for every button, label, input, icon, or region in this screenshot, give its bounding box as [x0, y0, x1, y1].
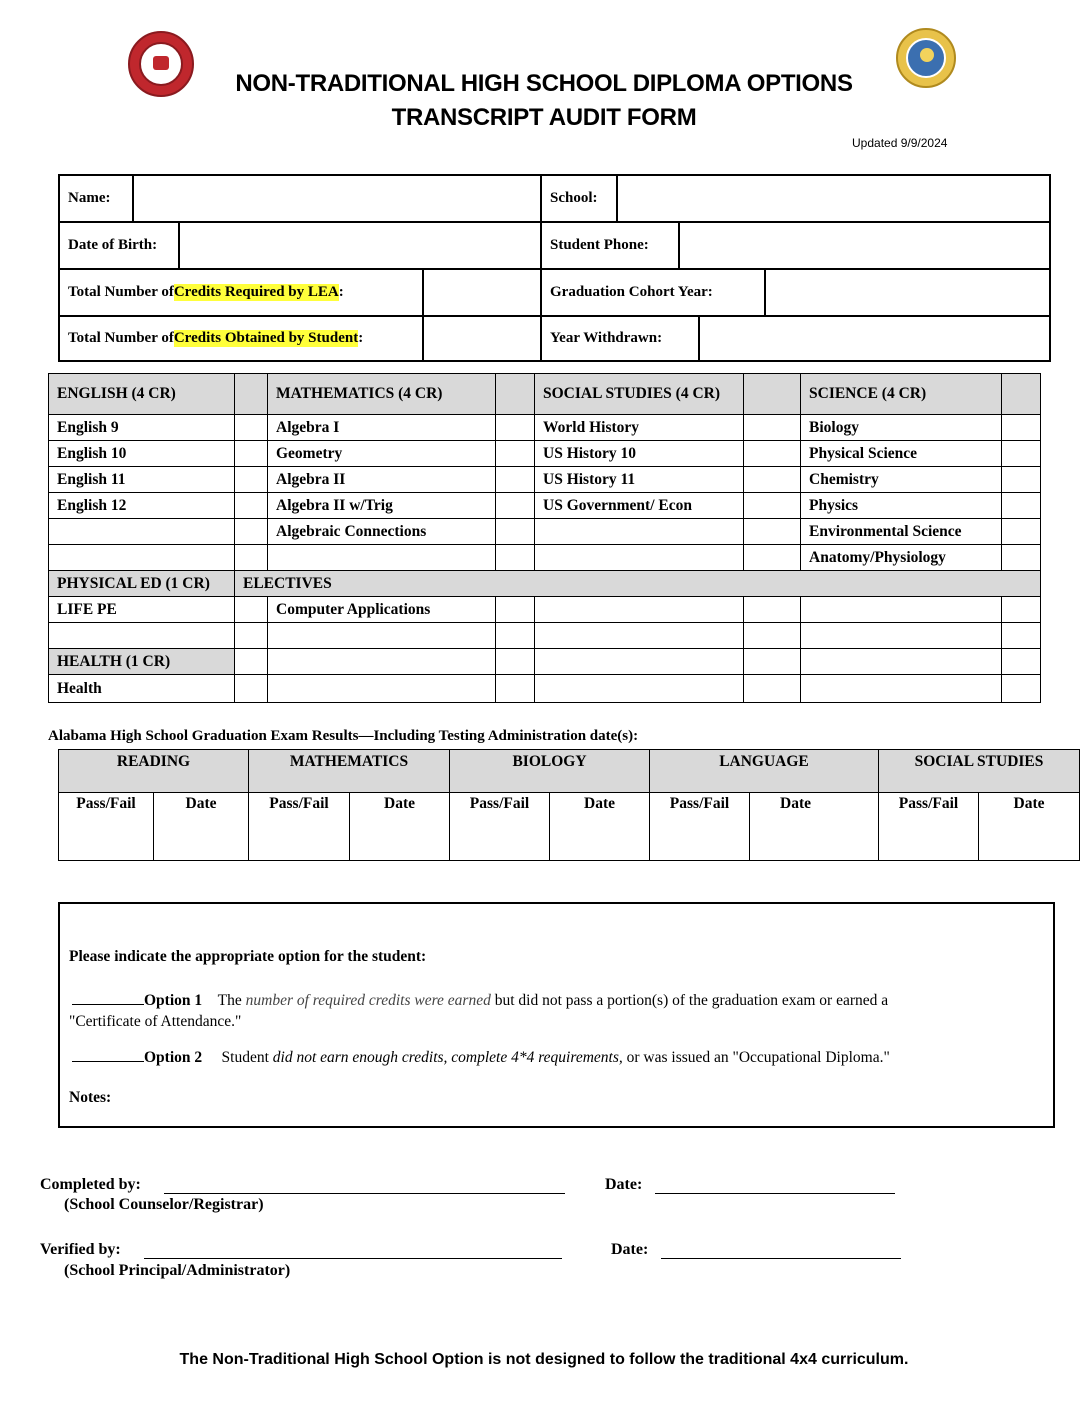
option-box [58, 902, 1055, 1128]
exam-subject-language: LANGUAGE [650, 750, 879, 793]
credit-cell[interactable] [744, 623, 801, 649]
credit-cell[interactable] [235, 675, 268, 703]
credit-cell[interactable] [744, 493, 801, 519]
pe-course[interactable] [49, 623, 235, 649]
credit-cell[interactable] [496, 374, 535, 415]
credit-cell[interactable] [235, 493, 268, 519]
exam-section-title: Alabama High School Graduation Exam Results—Including Testing Administration date(s): [48, 728, 639, 744]
english-course[interactable] [49, 545, 235, 571]
math-course: Algebra II w/Trig [268, 493, 496, 519]
cohort-label: Graduation Cohort Year: [542, 270, 766, 315]
elective-course[interactable] [801, 675, 1002, 703]
info-row [60, 223, 1049, 270]
credit-cell[interactable] [496, 675, 535, 703]
info-row [60, 176, 1049, 223]
completed-date-label: Date: [605, 1176, 643, 1193]
social-course: US Government/ Econ [535, 493, 744, 519]
option-1-line-2: "Certificate of Attendance." [69, 1013, 242, 1030]
credit-cell[interactable] [235, 519, 268, 545]
english-course: English 12 [49, 493, 235, 519]
math-course: Geometry [268, 441, 496, 467]
table-row [49, 519, 1041, 545]
table-row [49, 493, 1041, 519]
credit-cell[interactable] [1002, 597, 1041, 623]
credit-cell[interactable] [235, 467, 268, 493]
table-row [49, 467, 1041, 493]
updated-date: Updated 9/9/2024 [852, 136, 948, 150]
completed-by-label: Completed by: [40, 1176, 141, 1193]
credit-cell[interactable] [496, 519, 535, 545]
option-prompt: Please indicate the appropriate option for the student: [69, 948, 427, 965]
credit-cell[interactable] [1002, 675, 1041, 703]
english-course: English 11 [49, 467, 235, 493]
credit-cell[interactable] [235, 545, 268, 571]
info-row [60, 317, 1049, 360]
elective-course[interactable] [268, 649, 496, 675]
credit-cell[interactable] [1002, 623, 1041, 649]
pass-fail-field[interactable]: Pass/Fail [650, 793, 750, 861]
elective-course[interactable] [801, 623, 1002, 649]
credit-cell[interactable] [1002, 415, 1041, 441]
english-course: English 9 [49, 415, 235, 441]
credit-cell[interactable] [744, 675, 801, 703]
student-info-table [58, 174, 1051, 362]
pe-course: LIFE PE [49, 597, 235, 623]
date-field[interactable]: Date [154, 793, 249, 861]
credits-obtained-label: Total Number of Credits Obtained by Student : [60, 317, 424, 360]
elective-course[interactable] [268, 623, 496, 649]
science-course: Environmental Science [801, 519, 1002, 545]
page-subtitle: TRANSCRIPT AUDIT FORM [391, 104, 697, 131]
math-course: Algebra I [268, 415, 496, 441]
credits-required-label: Total Number of Credits Required by LEA : [60, 270, 424, 315]
math-course: Algebraic Connections [268, 519, 496, 545]
science-course: Anatomy/Physiology [801, 545, 1002, 571]
table-row [49, 597, 1041, 623]
option-1-line: Option 1 The number of required credits were earned but did not pass a portion(s) of the graduation exam or earned a [72, 990, 888, 1010]
page-title: NON-TRADITIONAL HIGH SCHOOL DIPLOMA OPTIONS [235, 70, 853, 97]
school-field[interactable] [618, 176, 1049, 221]
notes-label: Notes: [69, 1089, 112, 1106]
credit-cell[interactable] [235, 649, 268, 675]
pass-fail-field[interactable]: Pass/Fail [59, 793, 154, 861]
credit-cell[interactable] [744, 374, 801, 415]
elective-course[interactable] [535, 649, 744, 675]
credit-cell[interactable] [1002, 545, 1041, 571]
credit-cell[interactable] [496, 597, 535, 623]
english-header: ENGLISH (4 CR) [49, 374, 235, 415]
science-course: Physics [801, 493, 1002, 519]
credit-cell[interactable] [496, 467, 535, 493]
credit-cell[interactable] [235, 623, 268, 649]
pe-header: PHYSICAL ED (1 CR) [49, 571, 235, 597]
credit-cell[interactable] [235, 597, 268, 623]
social-course: US History 10 [535, 441, 744, 467]
credits-required-field[interactable] [424, 270, 542, 315]
math-course: Algebra II [268, 467, 496, 493]
table-row [49, 441, 1041, 467]
cohort-field[interactable] [766, 270, 1049, 315]
dob-label: Date of Birth: [60, 223, 180, 268]
health-course: Health [49, 675, 235, 703]
verified-date-label: Date: [611, 1241, 649, 1258]
credit-cell[interactable] [1002, 493, 1041, 519]
credit-cell[interactable] [1002, 467, 1041, 493]
credit-cell[interactable] [1002, 374, 1041, 415]
credit-cell[interactable] [1002, 519, 1041, 545]
math-course[interactable] [268, 545, 496, 571]
credit-cell[interactable] [744, 415, 801, 441]
verified-date-line[interactable] [661, 1258, 901, 1259]
credit-cell[interactable] [744, 545, 801, 571]
credit-cell[interactable] [496, 545, 535, 571]
completed-date-line[interactable] [655, 1193, 895, 1194]
credit-cell[interactable] [744, 467, 801, 493]
health-header: HEALTH (1 CR) [49, 649, 235, 675]
pass-fail-field[interactable]: Pass/Fail [450, 793, 550, 861]
verified-by-role: (School Principal/Administrator) [64, 1262, 291, 1279]
date-field[interactable]: Date [979, 793, 1080, 861]
social-course: US History 11 [535, 467, 744, 493]
exam-subject-social-studies: SOCIAL STUDIES [879, 750, 1080, 793]
credit-cell[interactable] [744, 441, 801, 467]
table-row [49, 675, 1041, 703]
course-table [48, 373, 1041, 703]
social-course[interactable] [535, 545, 744, 571]
table-row [49, 623, 1041, 649]
social-studies-header: SOCIAL STUDIES (4 CR) [535, 374, 744, 415]
table-row [49, 649, 1041, 675]
credit-cell[interactable] [744, 649, 801, 675]
credit-cell[interactable] [235, 441, 268, 467]
pass-fail-field[interactable]: Pass/Fail [879, 793, 979, 861]
social-course[interactable] [535, 519, 744, 545]
credit-cell[interactable] [496, 441, 535, 467]
completed-by-signature-line[interactable] [164, 1193, 565, 1194]
table-row [49, 545, 1041, 571]
option-2-line: Option 2 Student did not earn enough credits, complete 4*4 requirements, or was issued an "Occupational Diploma." [72, 1047, 890, 1067]
name-field[interactable] [134, 176, 542, 221]
credit-cell[interactable] [496, 493, 535, 519]
credit-cell[interactable] [744, 519, 801, 545]
exam-subject-biology: BIOLOGY [450, 750, 650, 793]
credit-cell[interactable] [744, 597, 801, 623]
english-course: English 10 [49, 441, 235, 467]
completed-by-role: (School Counselor/Registrar) [64, 1196, 264, 1213]
science-course: Physical Science [801, 441, 1002, 467]
school-label: School: [542, 176, 618, 221]
credit-cell[interactable] [235, 374, 268, 415]
science-course: Chemistry [801, 467, 1002, 493]
date-field[interactable]: Date [750, 793, 879, 861]
credit-cell[interactable] [496, 623, 535, 649]
phone-label: Student Phone: [542, 223, 680, 268]
verified-by-label: Verified by: [40, 1241, 121, 1258]
withdrawn-field[interactable] [700, 317, 1049, 360]
pass-fail-field[interactable]: Pass/Fail [249, 793, 350, 861]
credit-cell[interactable] [496, 415, 535, 441]
option-2-blank[interactable] [72, 1047, 144, 1062]
elective-course[interactable] [801, 649, 1002, 675]
exam-results-table [58, 749, 1080, 861]
elective-course: Computer Applications [268, 597, 496, 623]
elective-course[interactable] [268, 675, 496, 703]
option-1-blank[interactable] [72, 990, 144, 1005]
credit-cell[interactable] [496, 649, 535, 675]
verified-by-signature-line[interactable] [144, 1258, 562, 1259]
credit-cell[interactable] [235, 415, 268, 441]
math-header: MATHEMATICS (4 CR) [268, 374, 496, 415]
english-course[interactable] [49, 519, 235, 545]
elective-course[interactable] [535, 623, 744, 649]
info-row [60, 270, 1049, 317]
phone-field[interactable] [680, 223, 1049, 268]
date-field[interactable]: Date [350, 793, 450, 861]
elective-course[interactable] [801, 597, 1002, 623]
credit-cell[interactable] [1002, 649, 1041, 675]
footer-note: The Non-Traditional High School Option is not designed to follow the traditional 4x4 curriculum. [179, 1351, 909, 1368]
science-header: SCIENCE (4 CR) [801, 374, 1002, 415]
name-label: Name: [60, 176, 134, 221]
exam-subject-reading: READING [59, 750, 249, 793]
date-field[interactable]: Date [550, 793, 650, 861]
exam-subject-mathematics: MATHEMATICS [249, 750, 450, 793]
credit-cell[interactable] [1002, 441, 1041, 467]
science-course: Biology [801, 415, 1002, 441]
dob-field[interactable] [180, 223, 542, 268]
social-course: World History [535, 415, 744, 441]
withdrawn-label: Year Withdrawn: [542, 317, 700, 360]
elective-course[interactable] [535, 675, 744, 703]
table-row [49, 415, 1041, 441]
credits-obtained-field[interactable] [424, 317, 542, 360]
elective-course[interactable] [535, 597, 744, 623]
electives-header: ELECTIVES [235, 571, 1041, 597]
